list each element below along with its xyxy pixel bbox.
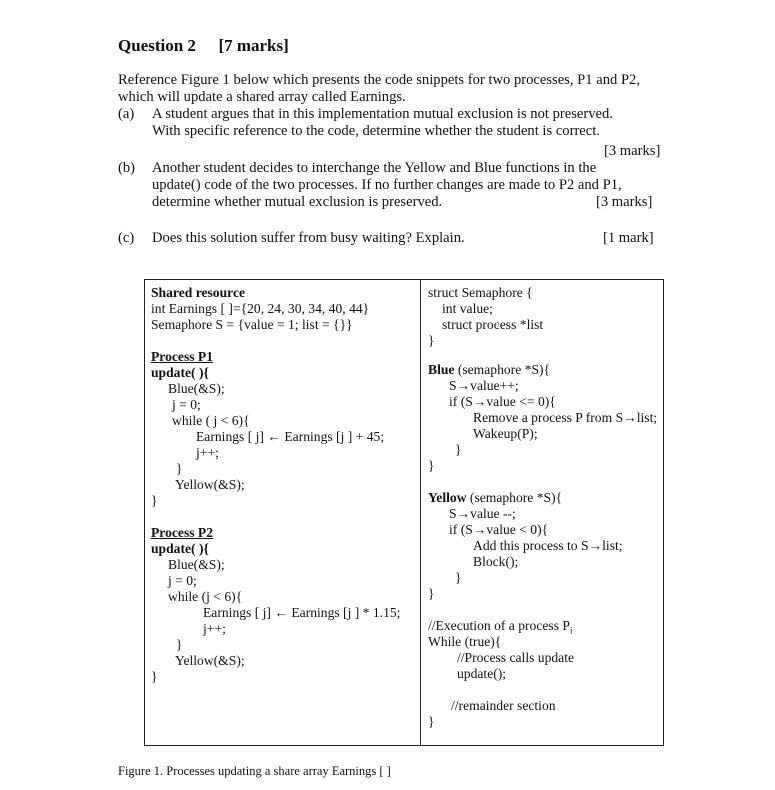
blue-name: Blue [428, 362, 455, 377]
part-a-label: (a) [118, 106, 135, 122]
blue-wakeup: Wakeup(P); [473, 426, 538, 441]
part-c-line-1: Does this solution suffer from busy waiting? Explain. [152, 230, 465, 246]
blue-close: } [428, 458, 435, 473]
p2-yellow-call: Yellow(&S); [175, 653, 245, 668]
yellow-add: Add this process to S→list; [473, 538, 623, 553]
question-marks: [7 marks] [218, 36, 289, 55]
part-b-line-3: determine whether mutual exclusion is preserved. [152, 194, 443, 210]
yellow-if-close: } [455, 570, 462, 585]
intro-line-2: which will update a shared array called Earnings. [118, 89, 406, 105]
blue-increment: S→value++; [449, 378, 519, 393]
yellow-signature [428, 490, 562, 506]
p2-j-init: j = 0; [168, 573, 197, 588]
shared-semaphore: Semaphore S = {value = 1; list = {}} [151, 317, 353, 332]
exec-close: } [428, 714, 435, 729]
figure-border-left [144, 279, 145, 746]
p1-while: while ( j < 6){ [172, 413, 250, 428]
p2-j-increment: j++; [203, 621, 226, 636]
p1-yellow-call: Yellow(&S); [175, 477, 245, 492]
p1-while-close: } [176, 461, 183, 476]
p2-while: while (j < 6){ [168, 589, 243, 604]
yellow-decrement: S→value --; [449, 506, 516, 521]
exec-subscript: i [569, 625, 573, 636]
p1-heading: Process P1 [151, 349, 214, 364]
figure-border-bottom [144, 745, 664, 746]
figure-caption: Figure 1. Processes updating a share array Earnings [ ] [118, 764, 391, 778]
p2-update: update( ){ [151, 541, 209, 556]
p2-earnings-update: Earnings [ j] ← Earnings [j ] * 1.15; [203, 605, 401, 620]
question-title [118, 36, 289, 56]
struct-header: struct Semaphore { [428, 285, 533, 300]
part-b-marks: [3 marks] [596, 194, 653, 210]
struct-close: } [428, 333, 435, 348]
part-b-line-1: Another student decides to interchange the Yellow and Blue functions in the [152, 160, 597, 176]
p1-blue-call: Blue(&S); [168, 381, 225, 396]
p2-heading: Process P2 [151, 525, 214, 540]
part-a-line-1: A student argues that in this implementation mutual exclusion is not preserved. [152, 106, 613, 122]
figure-border-right [663, 279, 664, 746]
blue-params: (semaphore *S){ [454, 362, 551, 377]
shared-earnings: int Earnings [ ]={20, 24, 30, 34, 40, 44} [151, 301, 370, 316]
yellow-name: Yellow [428, 490, 467, 505]
yellow-params: (semaphore *S){ [466, 490, 563, 505]
question-number: Question 2 [118, 36, 196, 55]
figure-border-top [144, 279, 664, 280]
struct-list-field: struct process *list [442, 317, 544, 332]
part-b-label: (b) [118, 160, 136, 176]
part-a-marks: [3 marks] [604, 143, 661, 159]
intro-line-1: Reference Figure 1 below which presents the code snippets for two processes, P1 and P2, [118, 72, 641, 88]
p2-while-close: } [176, 637, 183, 652]
yellow-if: if (S→value < 0){ [449, 522, 549, 537]
yellow-block: Block(); [473, 554, 519, 569]
struct-value-field: int value; [442, 301, 493, 316]
blue-signature [428, 362, 550, 378]
p1-update: update( ){ [151, 365, 209, 380]
p1-j-increment: j++; [196, 445, 219, 460]
p2-update-close: } [151, 669, 158, 684]
shared-heading: Shared resource [151, 285, 246, 300]
exec-process-comment: //Process calls update [457, 650, 575, 665]
blue-if-close: } [455, 442, 462, 457]
part-c-marks: [1 mark] [603, 230, 654, 246]
exec-while: While (true){ [428, 634, 502, 649]
part-a-line-2: With specific reference to the code, determine whether the student is correct. [152, 123, 600, 139]
p1-j-init: j = 0; [172, 397, 201, 412]
yellow-close: } [428, 586, 435, 601]
p2-blue-call: Blue(&S); [168, 557, 225, 572]
figure-divider [420, 279, 421, 746]
exec-remainder: //remainder section [451, 698, 556, 713]
p1-update-close: } [151, 493, 158, 508]
part-c-label: (c) [118, 230, 135, 246]
p1-earnings-update: Earnings [ j] ← Earnings [j ] + 45; [196, 429, 385, 444]
exec-update-call: update(); [457, 666, 507, 681]
part-b-line-2: update() code of the two processes. If no further changes are made to P2 and P1, [152, 177, 622, 193]
exec-comment-text: //Execution of a process P [428, 618, 570, 633]
blue-if: if (S→value <= 0){ [449, 394, 556, 409]
blue-remove: Remove a process P from S→list; [473, 410, 658, 425]
